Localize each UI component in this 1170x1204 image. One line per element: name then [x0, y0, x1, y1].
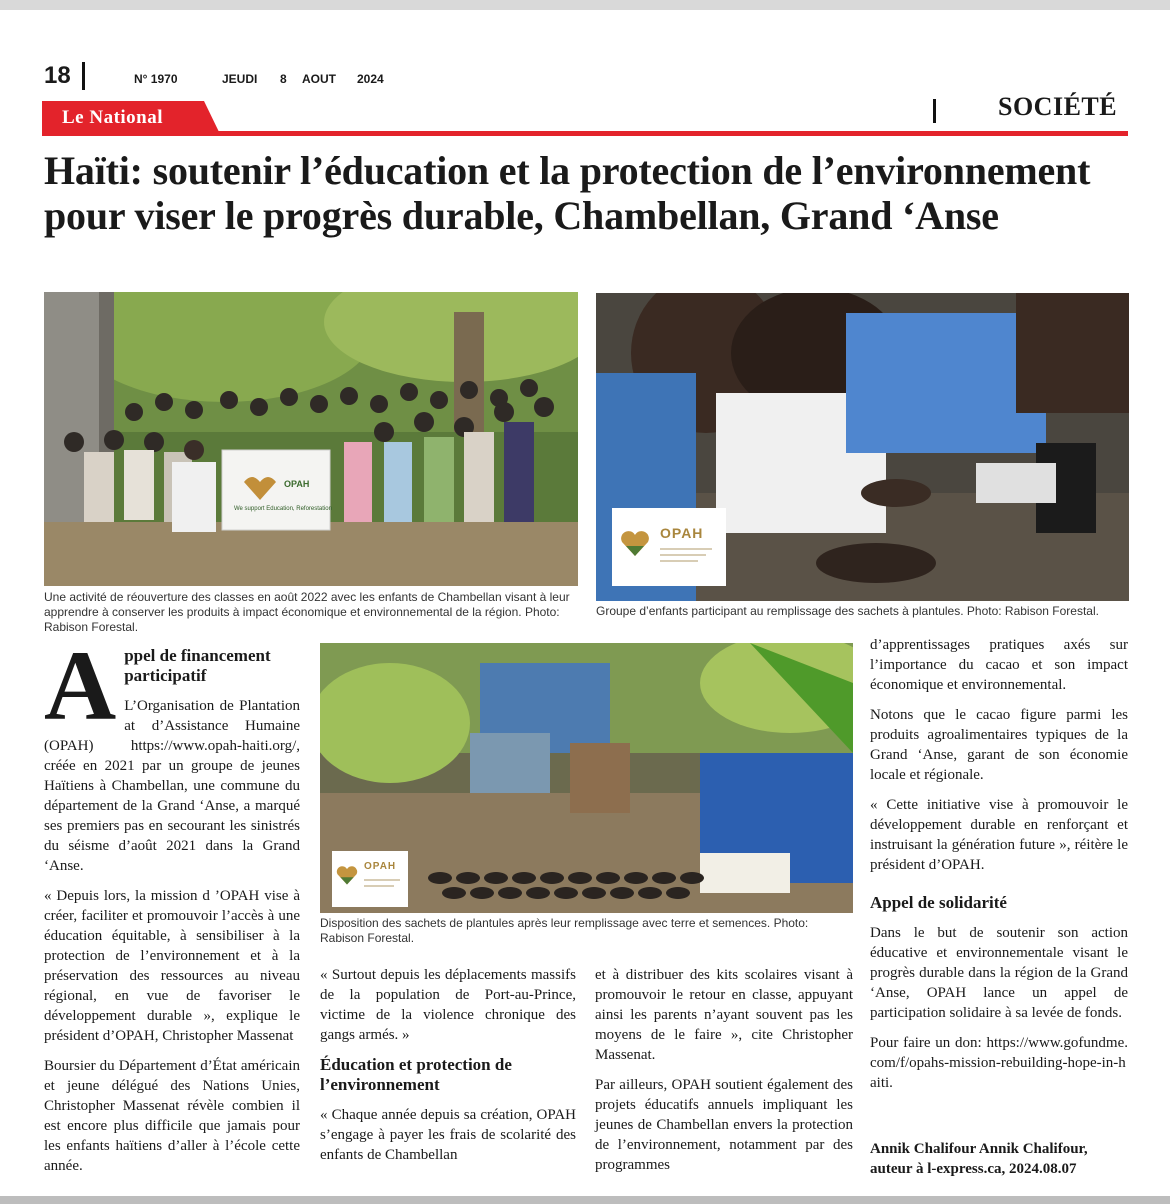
paragraph: « Chaque année depuis sa création, OPAH s’engage à payer les frais de scolarité des enfants de Chambellan: [320, 1107, 576, 1163]
subhead-solidarite: Appel de solidarité: [870, 893, 1007, 912]
photo2-caption: Groupe d’enfants participant au remplissage des sachets à plantules. Photo: Rabison Forestal.: [596, 604, 1099, 618]
photo-group-banner: [44, 292, 578, 586]
brand-logo: Le National: [62, 107, 164, 128]
date-weekday: JEUDI: [222, 72, 258, 86]
section-divider: [933, 99, 936, 123]
header-rule: [42, 131, 1128, 136]
column-4: [870, 635, 1128, 1103]
photo-seedling-bags: [320, 643, 853, 913]
bottom-shade: [0, 1196, 1170, 1204]
date-day: 8: [280, 72, 287, 86]
photo-group-banner-image: [44, 292, 578, 586]
date-month: AOUT: [302, 72, 336, 86]
opah-logo-text: OPAH: [660, 525, 704, 541]
logo-tagline-line: [660, 560, 698, 562]
paragraph: Boursier du Département d’État américain et jeune délégué des Nations Unies, Christopher Massenat révèle combien il est encore plus difficile que jamais pour les enfants haïtiens d’aller à l’école cette année.: [44, 1058, 300, 1174]
photo-children-filling: [596, 293, 1129, 601]
paragraph: d’apprentissages pratiques axés sur l’importance du cacao et son impact économique et environnemental.: [870, 637, 1128, 693]
column-1: [44, 630, 300, 1186]
section-title: SOCIÉTÉ: [998, 92, 1118, 121]
drop-cap: A: [44, 630, 117, 741]
paragraph: L’Organisation de Plantation at d’Assistance Humaine (OPAH) https://www.opah-haiti.org/, créée en 2021 par un groupe de jeunes Haïtiens à Chambellan, une commune du département de la Grand ‘Anse, a marqué ses premiers pas en secourant les sinistrés du séisme d’août 2021 dans la Grand ‘Anse.: [44, 698, 300, 874]
paragraph: et à distribuer des kits scolaires visant à promouvoir le retour en classe, appuyant ainsi les parents n’ayant souvent pas les moyens de le faire », cite Christopher Massenat.: [595, 967, 853, 1063]
byline: Annik Chalifour Annik Chalifour, auteur à l-express.ca, 2024.08.07: [870, 1141, 1088, 1177]
photo3-caption: Disposition des sachets de plantules après leur remplissage avec terre et semences. Photo: Rabison Forestal.: [320, 916, 809, 945]
photo1-caption: Une activité de réouverture des classes en août 2022 avec les enfants de Chambellan visant à leur apprendre à conserver les produits à impact économique et environnemental de la région. Photo: Rabison Forestal.: [44, 590, 570, 634]
paragraph: Dans le but de soutenir son action éducative et environnementale visant le progrès durable dans la région de la Grand ‘Anse, OPAH lance un appel de participation solidaire à sa levée de fonds.: [870, 925, 1128, 1021]
logo-tagline-line: [364, 879, 400, 881]
top-shade: [0, 0, 1170, 10]
opah-logo: [612, 508, 726, 586]
logo-tagline-line: [660, 554, 706, 556]
subhead-education: Éducation et protection de l’environnement: [320, 1055, 512, 1094]
logo-tagline-line: [660, 548, 712, 550]
folio-divider: [82, 62, 85, 90]
subhead-appel-financement: ppel de financement participatif: [124, 646, 271, 685]
article-headline: Haïti: soutenir l’éducation et la protection de l’environnement pour viser le progrès durable, Chambellan, Grand ‘Anse: [44, 148, 1091, 238]
issue-number: N° 1970: [134, 72, 178, 86]
donation-link[interactable]: Pour faire un don: https://www.gofundme.com/f/opahs-mission-rebuilding-hope-in-haiti.: [870, 1035, 1128, 1091]
heart-logo-icon: [336, 865, 358, 885]
banner-text: OPAH: [284, 479, 310, 489]
column-2: [320, 965, 576, 1175]
paragraph: Notons que le cacao figure parmi les produits agroalimentaires typiques de la Grand ‘Anse, garant de son économie locale et régionale.: [870, 707, 1128, 783]
logo-tagline-line: [364, 885, 394, 887]
date-year: 2024: [357, 72, 384, 86]
opah-logo-small: [332, 851, 408, 907]
paragraph: Par ailleurs, OPAH soutient également des projets éducatifs annuels impliquant les jeunes de Chambellan envers la protection de l’environnement, notamment par des programmes: [595, 1077, 853, 1173]
paragraph: « Cette initiative vise à promouvoir le développement durable en renforçant et instruisant la génération future », réitère le président d’OPAH.: [870, 797, 1128, 873]
column-3: [595, 965, 853, 1185]
banner-slogan: We support Education, Reforestation: [234, 506, 332, 512]
paragraph: « Surtout depuis les déplacements massifs de la population de Port-au-Prince, victime de la violence chronique des gangs armés. »: [320, 967, 576, 1043]
page-number: 18: [44, 62, 71, 89]
heart-logo-icon: [620, 530, 650, 556]
paragraph: « Depuis lors, la mission d ’OPAH vise à créer, faciliter et promouvoir l’accès à une éducation équitable, à sensibiliser à la protection de l’environnement et à la préservation des ressources au niveau régional, en vue de favoriser le développement durable », explique le président d’OPAH, Christopher Massenat: [44, 888, 300, 1044]
opah-logo-text: OPAH: [364, 861, 397, 872]
